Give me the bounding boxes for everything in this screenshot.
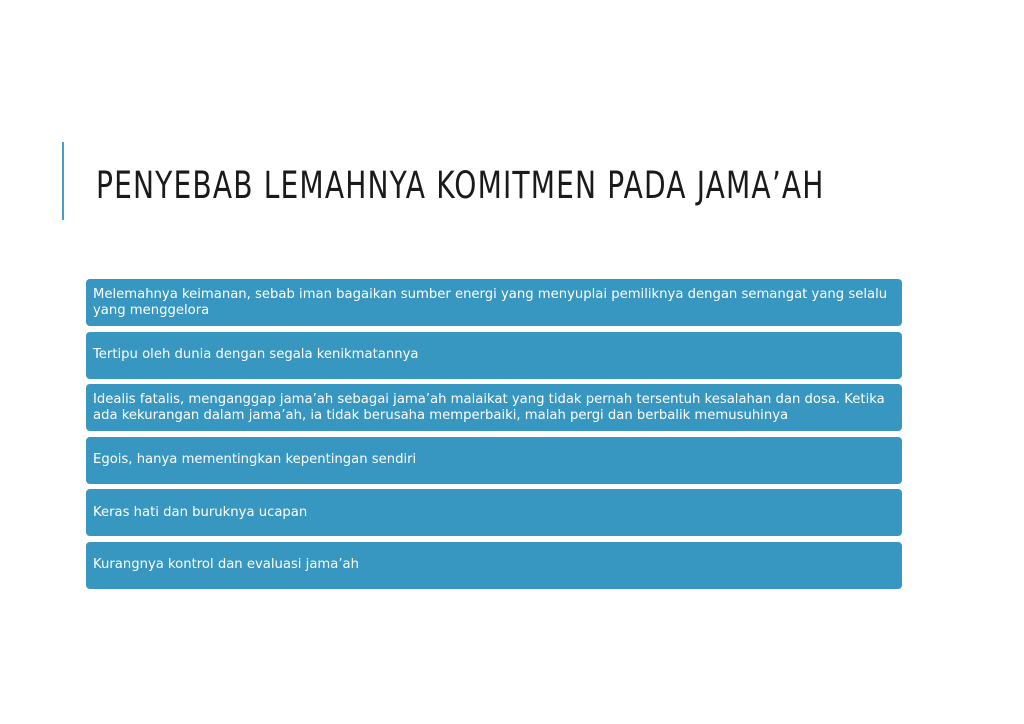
cause-item-hard-heart <box>86 489 902 536</box>
cause-item-lack-of-control <box>86 542 902 589</box>
cause-list <box>86 279 902 594</box>
cause-item-text: Egois, hanya mementingkan kepentingan sendiri <box>93 452 417 467</box>
cause-item-text: Melemahnya keimanan, sebab iman bagaikan sumber energi yang menyuplai pemiliknya dengan semangat yang selalu yang menggelora <box>93 286 888 318</box>
cause-item-worldly-deception <box>86 332 902 379</box>
cause-item-text: Keras hati dan buruknya ucapan <box>93 504 308 520</box>
cause-item-text: Tertipu oleh dunia dengan segala kenikmatannya <box>93 347 419 362</box>
cause-item-fatal-idealism <box>86 384 902 431</box>
cause-item-weak-faith <box>86 279 902 326</box>
cause-item-text: Kurangnya kontrol dan evaluasi jama’ah <box>93 557 359 572</box>
cause-item-text: Idealis fatalis, menganggap jama’ah sebagai jama’ah malaikat yang tidak pernah tersentuh kesalahan dan dosa. Ketika ada kekurangan dalam jama’ah, ia tidak berusaha memperbaiki, malah pergi dan berbalik memusuhinya <box>93 391 885 423</box>
title-accent-bar <box>62 142 64 220</box>
slide-title: PENYEBAB LEMAHNYA KOMITMEN PADA JAMA’AH <box>96 164 825 207</box>
cause-item-egoism <box>86 437 902 484</box>
